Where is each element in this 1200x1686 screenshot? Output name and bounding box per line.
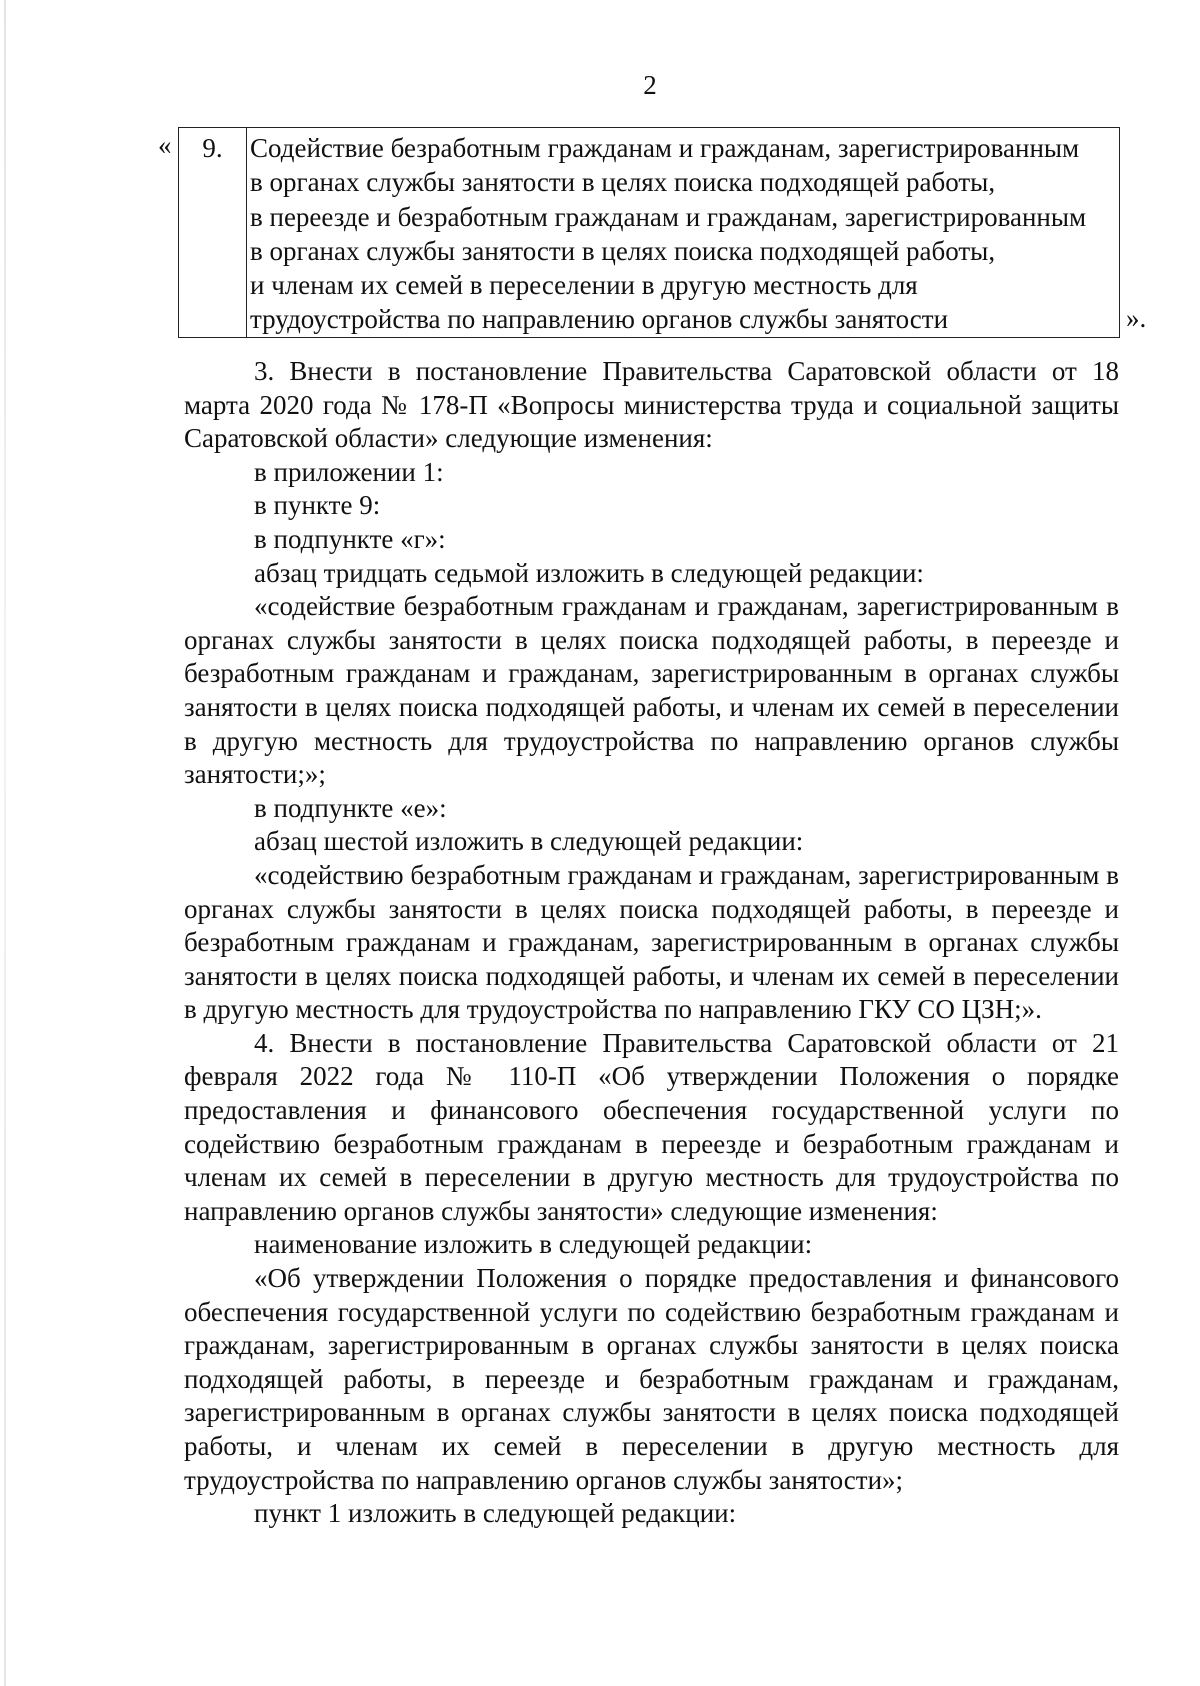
document-body [184,355,1119,1531]
paragraph-quote: «содействие безработным гражданам и гражданам, зарегистрированным в органах службы занятости в целях поиска подходящей работы, в переезде и безработным гражданам и гражданам, зарегистрированным в органах службы занятости в целях поиска подходящей работы, и членам их семей в переселении в другую местность для трудоустройства по направлению органов службы занятости;»; [184,591,1119,790]
paragraph-quote: «Об утверждении Положения о порядке предоставления и финансового обеспечения государственной услуги по содействию безработным гражданам и гражданам, зарегистрированным в органах службы занятости в целях поиска подходящей работы, в переезде и безработным гражданам и гражданам, зарегистрированным в органах службы занятости в целях поиска подходящей работы, и членам их семей в переселении в другую местность для трудоустройства по направлению органов службы занятости»; [184,1263,1119,1495]
paragraph: в подпункте «г»: [254,523,446,554]
paragraph: абзац шестой изложить в следующей редакции: [254,826,804,857]
paragraph-quote: «содействию безработным гражданам и гражданам, зарегистрированным в органах службы занятости в целях поиска подходящей работы, в переезде и безработным гражданам и гражданам, зарегистрированным в органах службы занятости в целях поиска подходящей работы, и членам их семей в переселении в другую местность для трудоустройства по направлению ГКУ СО ЦЗН;». [184,859,1119,1025]
row-text-line: в органах службы занятости в целях поиска подходящей работы, [250,235,996,266]
paragraph: наименование изложить в следующей редакции: [254,1229,813,1260]
paragraph: в подпункте «е»: [254,792,447,823]
row-text-line: в переезде и безработным гражданам и гражданам, зарегистрированным [250,201,1087,232]
paragraph: в приложении 1: [254,456,444,487]
paragraph: в пункте 9: [254,490,381,521]
amendment-table [178,127,1120,338]
paragraph-item-4: 4. Внести в постановление Правительства Саратовской области от 21 февраля 2022 года № 110-П «Об утверждении Положения о порядке предоставления и финансового обеспечения государственной услуги по содействию безработным гражданам в переезде и безработным гражданам и членам их семей в переселении в другую местность для трудоустройства по направлению органов службы занятости» следующие изменения: [184,1027,1119,1226]
table-quote-close: ». [1126,303,1147,333]
row-text [247,128,1120,338]
page-number: 2 [643,70,657,100]
paragraph-item-3: 3. Внести в постановление Правительства Саратовской области от 18 марта 2020 года № 178-П «Вопросы министерства труда и социальной защиты Саратовской области» следующие изменения: [184,356,1119,454]
paragraph: абзац тридцать седьмой изложить в следующей редакции: [254,557,924,588]
table-row [179,128,1120,338]
table-quote-open: « [158,130,172,160]
row-text-line: и членам их семей в переселении в другую местность для [250,270,918,301]
paragraph: пункт 1 изложить в следующей редакции: [254,1498,737,1529]
row-text-line: трудоустройства по направлению органов службы занятости [250,304,949,335]
row-text-line: в органах службы занятости в целях поиска подходящей работы, [250,167,996,198]
row-text-line: Содействие безработным гражданам и гражданам, зарегистрированным [250,133,1080,163]
row-number: 9. [179,128,247,338]
scan-edge-decoration [4,0,6,1686]
